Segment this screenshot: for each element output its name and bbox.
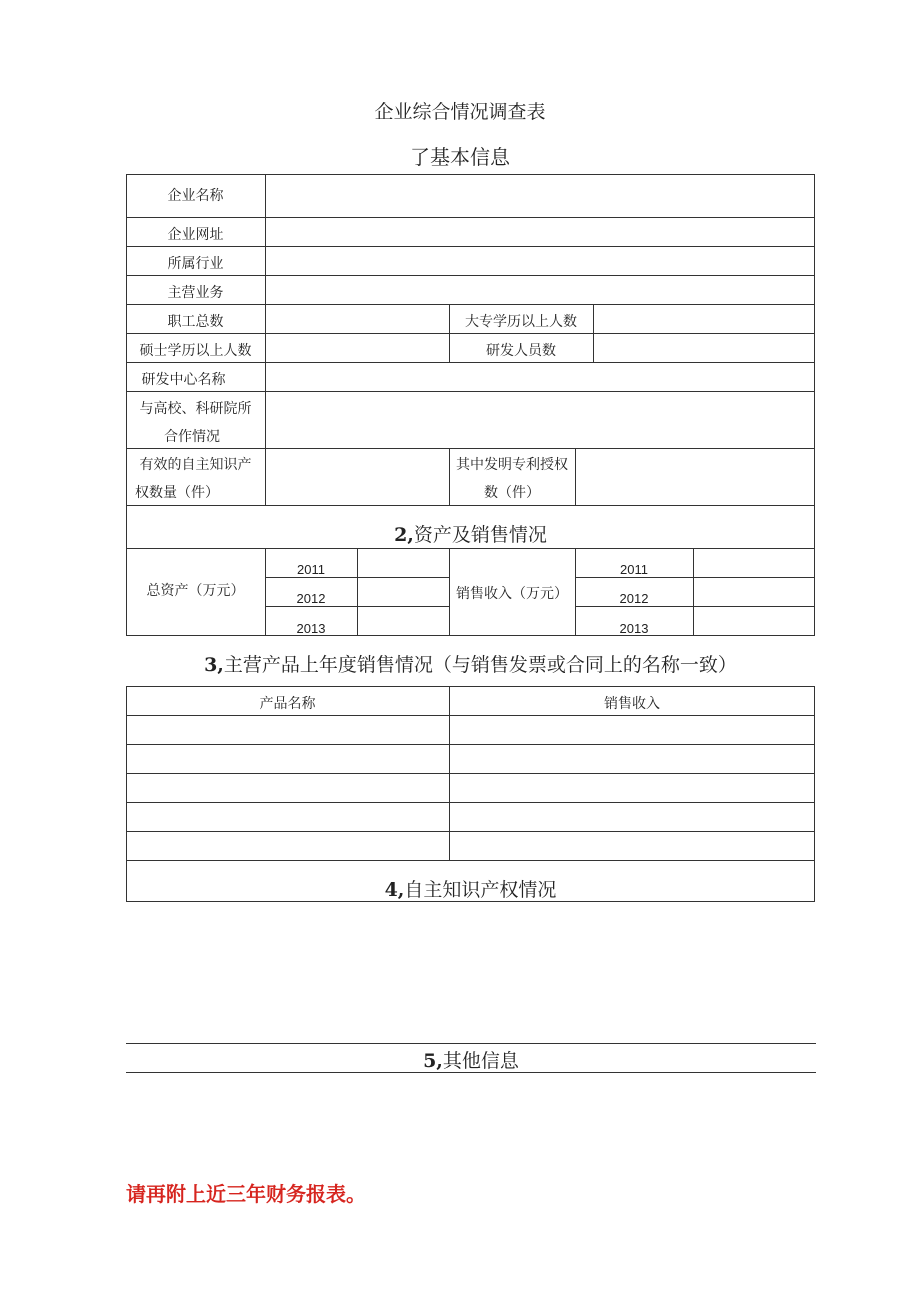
product-name-field[interactable] bbox=[127, 716, 449, 744]
col-sales-revenue: 销售收入 bbox=[604, 696, 660, 712]
col-product-name: 产品名称 bbox=[259, 696, 316, 712]
total-staff-field[interactable] bbox=[266, 305, 449, 333]
website-field[interactable] bbox=[266, 218, 814, 246]
label-main-business: 主营业务 bbox=[167, 285, 224, 301]
assets-2012-field[interactable] bbox=[358, 578, 449, 606]
financial-report-note: 请再附上近三年财务报表。 bbox=[126, 1182, 366, 1206]
year-2011-sales: 2011 bbox=[620, 562, 648, 577]
section-4-title: 4,自主知识产权情况 bbox=[384, 879, 557, 901]
sales-2012-field[interactable] bbox=[694, 578, 814, 606]
product-revenue-field[interactable] bbox=[450, 774, 814, 802]
section-3-title: 3,主营产品上年度销售情况（与销售发票或合同上的名称一致） bbox=[204, 654, 737, 676]
label-patent-count: 其中发明专利授权 数（件） bbox=[456, 457, 568, 501]
year-2013-assets: 2013 bbox=[296, 621, 326, 636]
product-name-field[interactable] bbox=[127, 803, 449, 831]
label-rd-center: 研发中心名称 bbox=[141, 372, 226, 388]
ip-count-field[interactable] bbox=[266, 449, 449, 505]
section-5-title: 5,其他信息 bbox=[423, 1050, 519, 1072]
label-company-name: 企业名称 bbox=[167, 188, 224, 204]
label-ip-count: 有效的自主知识产 权数量（件） bbox=[135, 457, 252, 501]
year-2013-sales: 2013 bbox=[619, 621, 649, 636]
cooperation-field[interactable] bbox=[266, 392, 814, 448]
patent-count-field[interactable] bbox=[576, 449, 814, 505]
label-college-above: 大专学历以上人数 bbox=[465, 314, 577, 330]
year-2012-assets: 2012 bbox=[296, 591, 326, 606]
college-above-field[interactable] bbox=[594, 305, 814, 333]
label-cooperation: 与高校、科研院所 合作情况 bbox=[139, 401, 252, 445]
label-rd-staff: 研发人员数 bbox=[486, 343, 556, 359]
product-revenue-field[interactable] bbox=[450, 716, 814, 744]
product-name-field[interactable] bbox=[127, 774, 449, 802]
year-2012-sales: 2012 bbox=[619, 591, 649, 606]
product-revenue-field[interactable] bbox=[450, 745, 814, 773]
assets-2011-field[interactable] bbox=[358, 549, 449, 577]
product-revenue-field[interactable] bbox=[450, 832, 814, 860]
section-2-title: 2,资产及销售情况 bbox=[394, 524, 547, 546]
label-master-above: 硕士学历以上人数 bbox=[139, 343, 252, 359]
year-2011-assets: 2011 bbox=[297, 562, 325, 577]
industry-field[interactable] bbox=[266, 247, 814, 275]
label-website: 企业网址 bbox=[167, 227, 224, 243]
label-total-staff: 职工总数 bbox=[167, 314, 224, 330]
rd-center-field[interactable] bbox=[266, 363, 814, 391]
master-above-field[interactable] bbox=[266, 334, 449, 362]
sales-2013-field[interactable] bbox=[694, 607, 814, 635]
page-title: 企业综合情况调查表 bbox=[374, 101, 546, 123]
label-industry: 所属行业 bbox=[167, 256, 224, 272]
sales-2011-field[interactable] bbox=[694, 549, 814, 577]
section-1-title: 了基本信息 bbox=[410, 145, 510, 169]
company-name-field[interactable] bbox=[266, 175, 814, 217]
assets-2013-field[interactable] bbox=[358, 607, 449, 635]
product-name-field[interactable] bbox=[127, 832, 449, 860]
product-name-field[interactable] bbox=[127, 745, 449, 773]
rd-staff-field[interactable] bbox=[594, 334, 814, 362]
label-sales-revenue: 销售收入（万元） bbox=[456, 586, 568, 602]
product-revenue-field[interactable] bbox=[450, 803, 814, 831]
main-business-field[interactable] bbox=[266, 276, 814, 304]
label-total-assets: 总资产（万元） bbox=[146, 583, 245, 599]
section-5-top-rule bbox=[126, 1043, 816, 1044]
section-5-bottom-rule bbox=[126, 1072, 816, 1073]
